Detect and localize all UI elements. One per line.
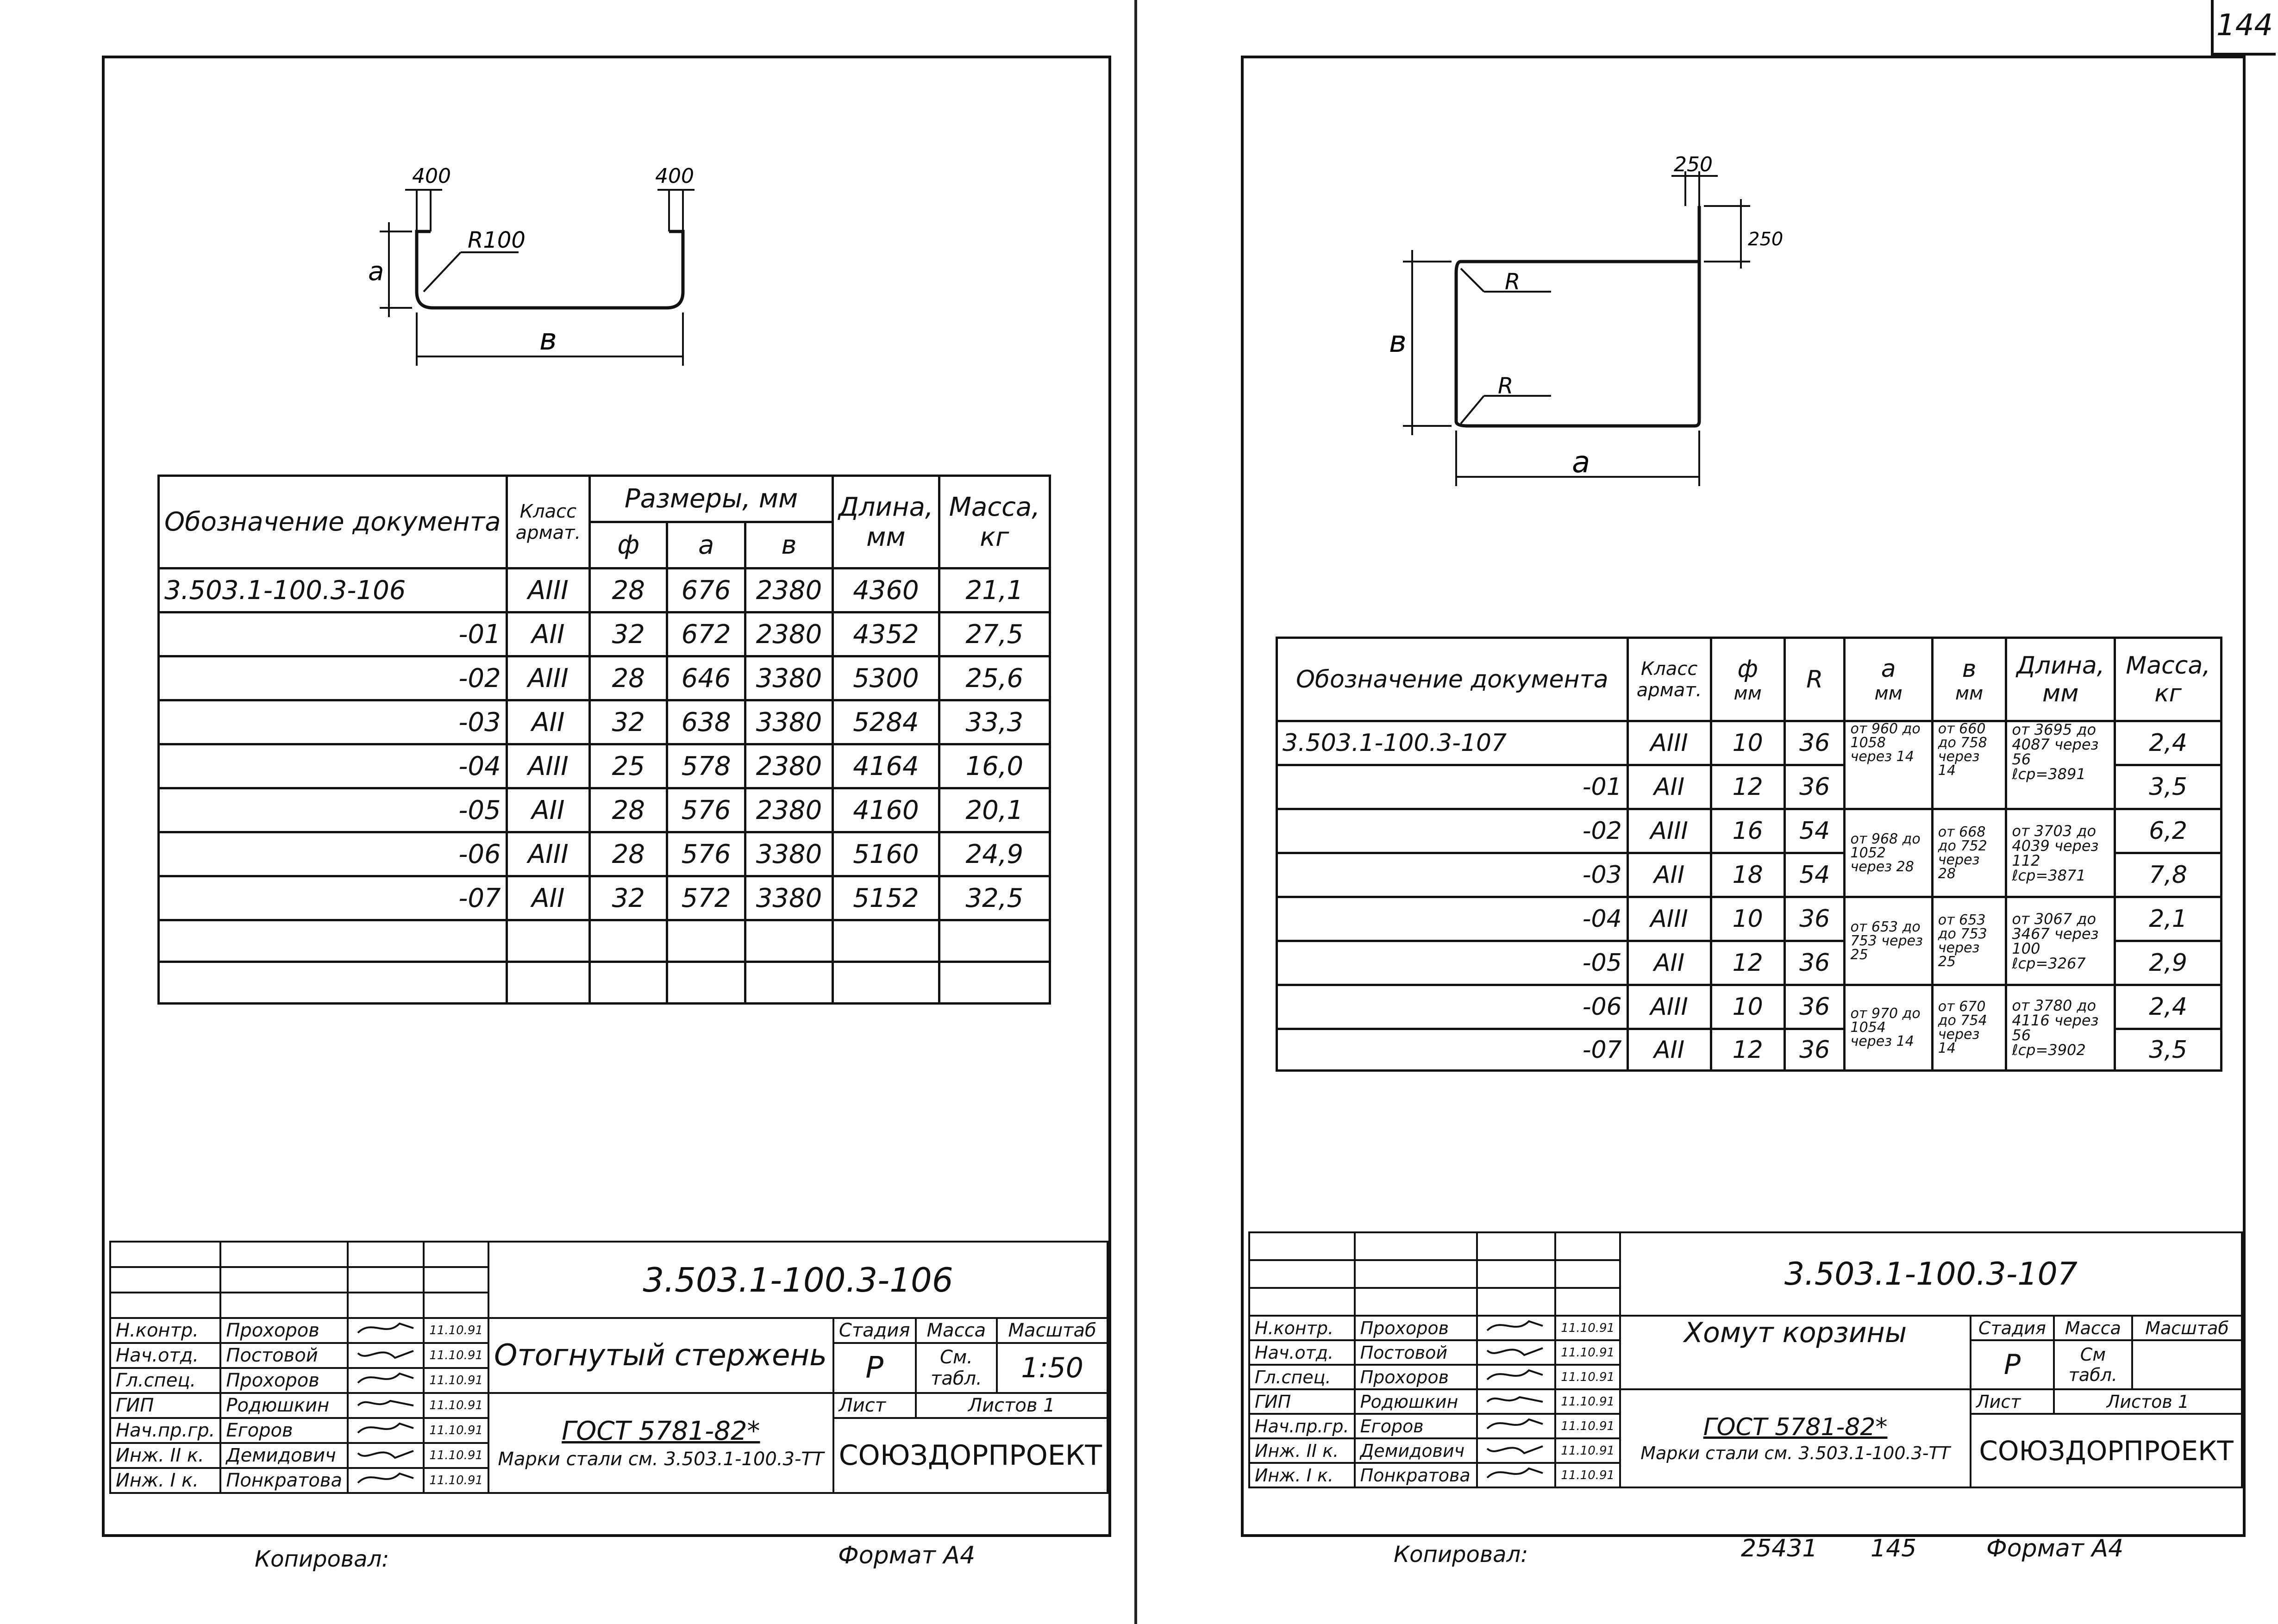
right-dim-top: 250 bbox=[1674, 153, 1713, 176]
left-standard: ГОСТ 5781-82* bbox=[562, 1416, 760, 1446]
signature bbox=[1477, 1389, 1555, 1414]
table-row: -02 АIII 16 54 от 968 до 1052 через 28 от 668 до 752 через 28 от 3703 до 4039 через 112 ℓср=3871 6,2 bbox=[1277, 809, 2222, 853]
left-header-mass: Масса, кг bbox=[939, 476, 1050, 568]
right-header-a: а bbox=[1881, 655, 1896, 683]
right-dim-side: 250 bbox=[1748, 229, 1784, 250]
right-inventory-number: 25431 bbox=[1741, 1535, 1818, 1562]
signature bbox=[348, 1393, 424, 1418]
left-doc-number: 3.503.1-100.3-106 bbox=[488, 1242, 1108, 1318]
left-dim-b: в bbox=[539, 323, 557, 357]
table-row: -07 АII 12 36 3,5 bbox=[1277, 1029, 2222, 1071]
left-radius-label: R100 bbox=[468, 227, 526, 253]
table-row: -03 АII 32 638 3380 5284 33,3 bbox=[159, 700, 1050, 744]
signature bbox=[348, 1468, 424, 1493]
table-row: -03 АII 18 54 7,8 bbox=[1277, 853, 2222, 897]
left-format: Формат А4 bbox=[838, 1542, 976, 1569]
right-title-block: 3.503.1-100.3-107 Н.контр. Прохоров 11.10.91 Хомут корзины Стадия Масса Масштаб Нач.отд. Постовой 11.10.91 Р См табл. Гл.спец. Прохоров 11.10.91 ГИП Родюшкин 11.10.91 ГОСТ 5781-82* Марки стали см. 3.503.1-100.3-ТТ Лист Листов 1 Нач.пр.гр. Егоров 11.10.91 СОЮЗДОРПРОЕКТ Инж. II к. Демидович 11.10.91 Инж. I к. Понкратова 11.10.91 bbox=[1248, 1231, 2243, 1488]
left-dim-top-left: 400 bbox=[412, 164, 451, 188]
right-title: Хомут корзины bbox=[1620, 1316, 1971, 1389]
table-row: 3.503.1-100.3-107 АIII 10 36 от 960 до 1058 через 14 от 660 до 758 через 14 от 3695 до 4087 через 56 ℓср=3891 2,4 bbox=[1277, 721, 2222, 765]
page-number-box bbox=[2211, 0, 2276, 56]
right-radius-top: R bbox=[1505, 269, 1521, 295]
left-header-b: в bbox=[745, 522, 832, 568]
right-header-r: R bbox=[1784, 638, 1845, 721]
right-header-designation: Обозначение документа bbox=[1277, 638, 1628, 721]
right-archive-number: 145 bbox=[1871, 1535, 1917, 1562]
right-steel-note: Марки стали см. 3.503.1-100.3-ТТ bbox=[1640, 1443, 1950, 1463]
right-header-a-unit: мм bbox=[1874, 682, 1903, 704]
right-header-b-unit: мм bbox=[1955, 682, 1984, 704]
left-copied-label: Копировал: bbox=[255, 1546, 389, 1572]
right-radius-bottom: R bbox=[1498, 373, 1514, 399]
right-format: Формат А4 bbox=[1986, 1535, 2124, 1562]
signature bbox=[1477, 1438, 1555, 1463]
sheet-divider bbox=[1134, 0, 1137, 1624]
signature bbox=[1477, 1463, 1555, 1487]
table-row: -01 АII 32 672 2380 4352 27,5 bbox=[159, 612, 1050, 656]
right-stirrup-drawing bbox=[1366, 153, 1806, 514]
signature bbox=[1477, 1414, 1555, 1438]
table-row: -01 АII 12 36 3,5 bbox=[1277, 765, 2222, 809]
right-header-b: в bbox=[1962, 655, 1977, 683]
left-title-block: 3.503.1-100.3-106 Н.контр. Прохоров 11.10.91 Отогнутый стержень Стадия Масса Масштаб Нач.отд. Постовой 11.10.91 Р См. табл. 1:50 Гл.спец. Прохоров 11.10.91 ГИП Родюшкин 11.10.91 ГОСТ 5781-82* Марки стали см. 3.503.1-100.3-ТТ Лист Листов 1 Нач.пр.гр. Егоров 11.10.91 СОЮЗДОРПРОЕКТ Инж. II к. Демидович 11.10.91 Инж. I к. Понкратова 11.10.91 bbox=[109, 1241, 1108, 1494]
page-number: 144 bbox=[2216, 8, 2273, 43]
table-row: -06 АIII 28 576 3380 5160 24,9 bbox=[159, 832, 1050, 876]
right-dim-a: a bbox=[1572, 445, 1590, 480]
left-header-class: Класс армат. bbox=[507, 476, 589, 568]
left-header-length: Длина, мм bbox=[833, 476, 939, 568]
signature bbox=[348, 1418, 424, 1443]
table-row: -06 АIII 10 36 от 970 до 1054 через 14 от 670 до 754 через 14 от 3780 до 4116 через 56 ℓср=3902 2,4 bbox=[1277, 985, 2222, 1029]
signature bbox=[348, 1318, 424, 1343]
left-header-sizes: Размеры, мм bbox=[590, 476, 833, 522]
left-spec-table bbox=[157, 475, 1051, 1005]
left-header-a: а bbox=[667, 522, 745, 568]
table-row: -04 АIII 10 36 от 653 до 753 через 25 от 653 до 753 через 25 от 3067 до 3467 через 100 ℓср=3267 2,1 bbox=[1277, 897, 2222, 941]
table-row: -04 АIII 25 578 2380 4164 16,0 bbox=[159, 744, 1050, 788]
right-doc-number: 3.503.1-100.3-107 bbox=[1620, 1232, 2242, 1316]
right-header-class: Класс армат. bbox=[1627, 638, 1711, 721]
right-header-mass: Масса, кг bbox=[2115, 638, 2222, 721]
signature bbox=[1477, 1365, 1555, 1389]
right-dim-b: в bbox=[1389, 325, 1407, 359]
table-row: -02 АIII 28 646 3380 5300 25,6 bbox=[159, 656, 1050, 700]
right-copied-label: Копировал: bbox=[1394, 1542, 1528, 1568]
table-row: -07 АII 32 572 3380 5152 32,5 bbox=[159, 876, 1050, 920]
table-row: -05 АII 28 576 2380 4160 20,1 bbox=[159, 788, 1050, 832]
right-header-phi-unit: мм bbox=[1734, 682, 1762, 704]
signature bbox=[348, 1443, 424, 1468]
table-row-empty bbox=[159, 920, 1050, 962]
left-header-phi: ф bbox=[590, 522, 667, 568]
left-header-designation: Обозначение документа bbox=[159, 476, 507, 568]
left-steel-note: Марки стали см. 3.503.1-100.3-ТТ bbox=[498, 1449, 824, 1470]
right-header-length: Длина, мм bbox=[2006, 638, 2115, 721]
table-row-empty bbox=[159, 962, 1050, 1004]
table-row: 3.503.1-100.3-106 АIII 28 676 2380 4360 21,1 bbox=[159, 568, 1050, 612]
signature bbox=[1477, 1316, 1555, 1340]
left-org: СОЮЗДОРПРОЕКТ bbox=[833, 1418, 1108, 1493]
left-title: Отогнутый стержень bbox=[488, 1318, 833, 1393]
left-dim-top-right: 400 bbox=[655, 164, 694, 188]
left-dim-a: a bbox=[368, 256, 384, 287]
right-standard: ГОСТ 5781-82* bbox=[1703, 1413, 1888, 1441]
signature bbox=[348, 1343, 424, 1368]
table-row: -05 АII 12 36 2,9 bbox=[1277, 941, 2222, 985]
left-bent-bar-drawing bbox=[324, 153, 741, 394]
right-spec-table bbox=[1276, 637, 2222, 1072]
signature bbox=[348, 1368, 424, 1393]
signature bbox=[1477, 1340, 1555, 1365]
right-header-phi: ф bbox=[1737, 655, 1758, 683]
right-org: СОЮЗДОРПРОЕКТ bbox=[1971, 1414, 2242, 1487]
